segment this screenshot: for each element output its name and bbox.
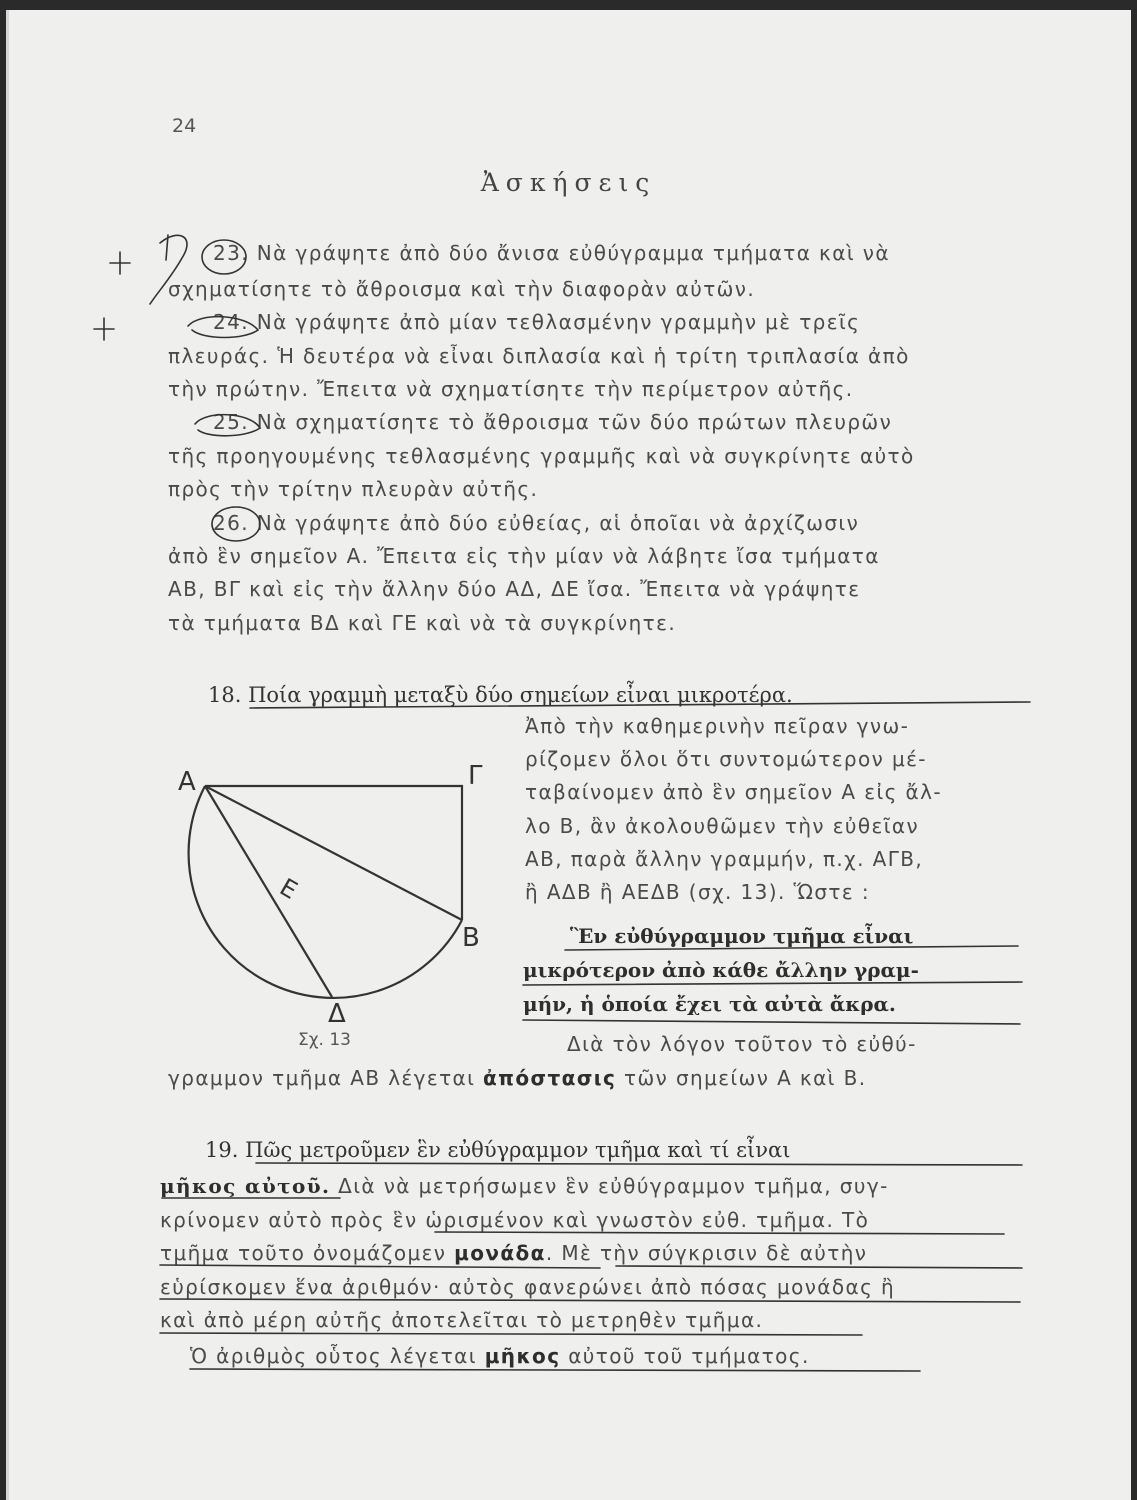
label-B: B — [462, 923, 480, 953]
exercise-26-line-4: τὰ τμήματα ΒΔ καὶ ΓΕ καὶ νὰ τὰ συγκρίνητε. — [168, 611, 677, 635]
term-mikos: μῆκος — [484, 1344, 561, 1368]
exercise-25-line-2: τῆς προηγουμένης τεθλασμένης γραμμῆς καὶ νὰ συγκρίνητε αὐτὸ — [168, 444, 915, 468]
rule-line-3: μήν, ἡ ὁποία ἔχει τὰ αὐτὰ ἄκρα. — [523, 992, 896, 1016]
section-18-line-5: ΑΒ, παρὰ ἄλλην γραμμήν, π.χ. ΑΓΒ, — [525, 847, 924, 871]
exercise-26-line-3: ΑΒ, ΒΓ καὶ εἰς τὴν ἄλλην δύο ΑΔ, ΔΕ ἴσα. Ἔπειτα νὰ γράψητε — [168, 577, 861, 601]
exercise-24-line-2: πλευράς. Ἡ δευτέρα νὰ εἶναι διπλασία καὶ ἡ τρίτη τριπλασία ἀπὸ — [168, 344, 910, 368]
label-D: Δ — [328, 999, 346, 1029]
term-monada: μονάδα — [454, 1241, 546, 1265]
section-title: Ἀσκήσεις — [480, 168, 657, 197]
section-18-line-3: ταβαίνομεν ἀπὸ ἓν σημεῖον Α εἰς ἄλ- — [525, 780, 942, 804]
term-apostasis: ἀπόστασις — [483, 1066, 617, 1090]
segment-AB — [205, 786, 462, 920]
rule-line-1: Ἓν εὐθύγραμμον τμῆμα εἶναι — [570, 924, 914, 948]
section-19-line-3: κρίνομεν αὐτὸ πρὸς ἓν ὡρισμένον καὶ γνωστὸν εὐθ. τμῆμα. Τὸ — [160, 1208, 870, 1232]
label-G: Γ — [468, 761, 483, 791]
label-A: A — [178, 767, 196, 797]
label-E: E — [275, 872, 303, 905]
page-number: 24 — [172, 115, 197, 137]
exercise-25-line-3: πρὸς τὴν τρίτην πλευρὰν αὐτῆς. — [168, 477, 539, 501]
exercise-25-line-1: 25. Νὰ σχηματίσητε τὸ ἄθροισμα τῶν δύο πρώτων πλευρῶν — [213, 410, 893, 434]
figure-caption: Σχ. 13 — [298, 1030, 352, 1050]
section-18-line-1: Ἀπὸ τὴν καθημερινὴν πεῖραν γνω- — [525, 714, 910, 738]
section-19-line-6: καὶ ἀπὸ μέρη αὐτῆς ἀποτελεῖται τὸ μετρηθὲν τμῆμα. — [160, 1308, 764, 1332]
section-19-line-4: τμῆμα τοῦτο ὀνομάζομεν μονάδα. Μὲ τὴν σύγκρισιν δὲ αὐτὴν — [160, 1241, 868, 1265]
exercise-26-line-1: 26. Νὰ γράψητε ἀπὸ δύο εὐθείας, αἱ ὁποῖαι νὰ ἀρχίζωσιν — [213, 511, 860, 535]
segment-AD — [205, 786, 332, 997]
section-19-line-5: εὑρίσκομεν ἕνα ἀριθμόν· αὐτὸς φανερώνει ἀπὸ πόσας μονάδας ἢ — [160, 1275, 896, 1299]
section-18-after-line-2: γραμμον τμῆμα ΑΒ λέγεται ἀπόστασις τῶν σημείων Α καὶ Β. — [168, 1066, 867, 1090]
section-19-line-2: μῆκος αὐτοῦ. Διὰ νὰ μετρήσωμεν ἓν εὐθύγραμμον τμῆμα, συγ- — [160, 1174, 889, 1198]
section-19-heading: 19. Πῶς μετροῦμεν ἓν εὐθύγραμμον τμῆμα καὶ τί εἶναι — [205, 1138, 791, 1162]
exercise-23-line-1: 23. Νὰ γράψητε ἀπὸ δύο ἄνισα εὐθύγραμμα τμήματα καὶ νὰ — [213, 241, 890, 265]
section-18-line-6: ἢ ΑΔΒ ἢ ΑΕΔΒ (σχ. 13). Ὥστε : — [525, 880, 870, 904]
arc-ADB — [189, 786, 462, 998]
section-18-after-line-1: Διὰ τὸν λόγον τοῦτον τὸ εὐθύ- — [567, 1032, 917, 1056]
exercise-26-line-2: ἀπὸ ἓν σημεῖον Α. Ἔπειτα εἰς τὴν μίαν νὰ λάβητε ἴσα τμήματα — [168, 544, 880, 568]
rule-line-2: μικρότερον ἀπὸ κάθε ἄλλην γραμ- — [523, 958, 919, 982]
figure-13 — [170, 760, 490, 1050]
section-18-line-4: λο Β, ἂν ἀκολουθῶμεν τὴν εὐθεῖαν — [525, 814, 920, 838]
exercise-23-line-2: σχηματίσητε τὸ ἄθροισμα καὶ τὴν διαφορὰν αὐτῶν. — [168, 277, 756, 301]
term-mikos-autou: μῆκος αὐτοῦ. — [160, 1174, 331, 1198]
exercise-24-line-3: τὴν πρώτην. Ἔπειτα νὰ σχηματίσητε τὴν περίμετρον αὐτῆς. — [168, 377, 854, 401]
section-18-line-2: ρίζομεν ὅλοι ὅτι συντομώτερον μέ- — [525, 747, 927, 771]
section-19-line-7: Ὁ ἀριθμὸς οὗτος λέγεται μῆκος αὐτοῦ τοῦ τμήματος. — [190, 1344, 810, 1368]
exercise-24-line-1: 24. Νὰ γράψητε ἀπὸ μίαν τεθλασμένην γραμμὴν μὲ τρεῖς — [213, 310, 861, 334]
section-18-heading: 18. Ποία γραμμὴ μεταξὺ δύο σημείων εἶναι μικροτέρα. — [208, 683, 793, 707]
